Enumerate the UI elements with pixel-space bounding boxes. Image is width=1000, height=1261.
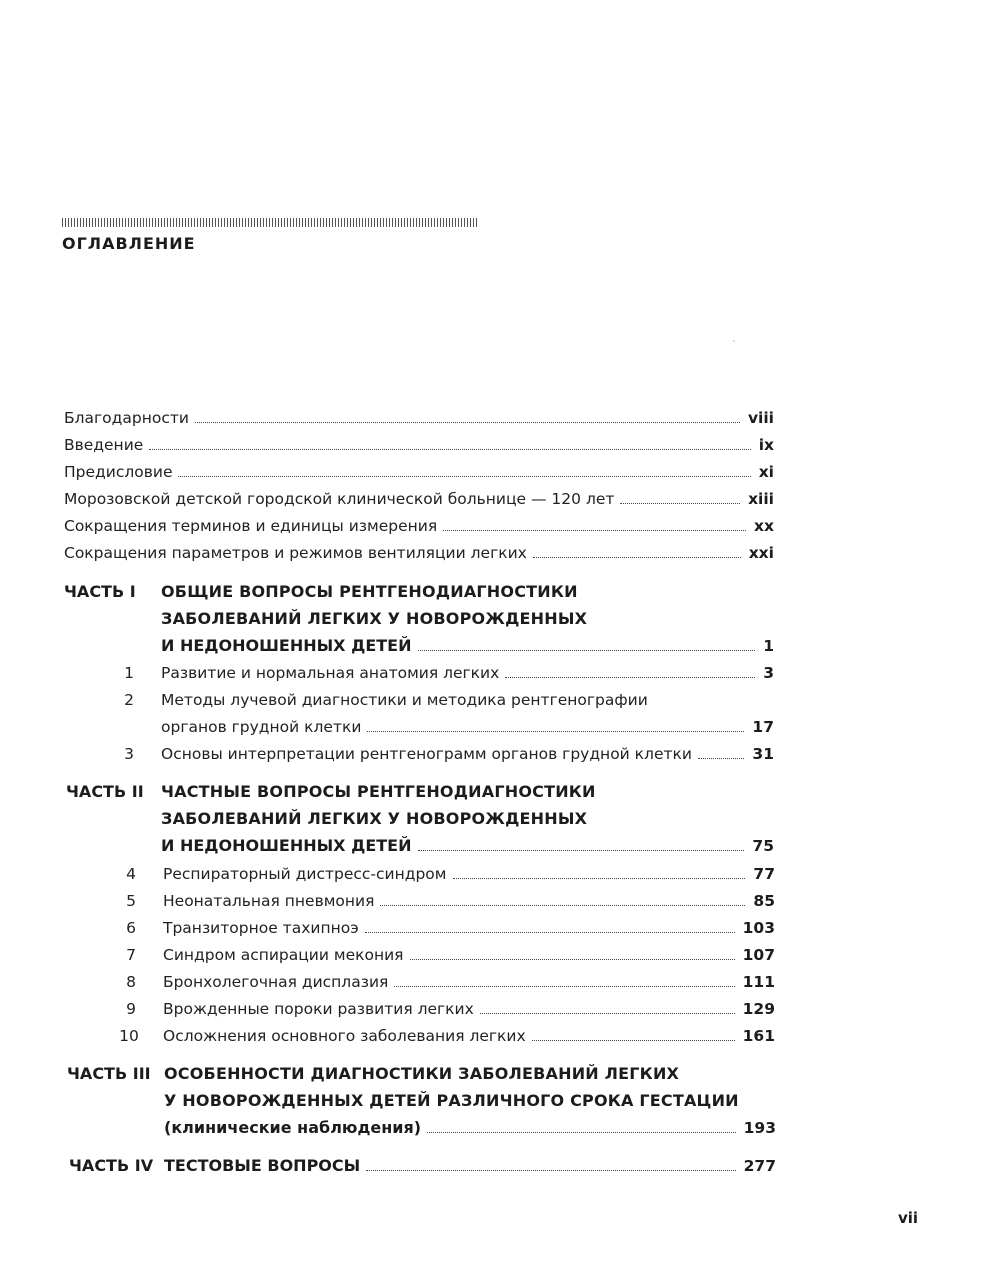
stray-mark	[733, 340, 735, 342]
toc-entry-title: Морозовской детской городской клинической больнице — 120 лет	[64, 490, 615, 508]
part-1-page: 1	[763, 637, 774, 655]
toc-entry-preface[interactable]	[64, 462, 774, 482]
dot-leader	[620, 502, 740, 504]
part-3-title-line: ОСОБЕННОСТИ ДИАГНОСТИКИ ЗАБОЛЕВАНИЙ ЛЕГКИХ	[164, 1064, 680, 1083]
chapter-number: 5	[126, 892, 136, 910]
part-3-title-line: У НОВОРОЖДЕННЫХ ДЕТЕЙ РАЗЛИЧНОГО СРОКА ГЕСТАЦИИ	[164, 1091, 739, 1110]
chapter-number: 3	[124, 745, 134, 763]
part-4-label: ЧАСТЬ IV	[69, 1156, 154, 1175]
dot-leader	[418, 849, 745, 851]
dot-leader	[380, 904, 745, 906]
chapter-number: 1	[124, 664, 134, 682]
dot-leader	[178, 475, 750, 477]
dot-leader	[505, 676, 755, 678]
chapter-number: 9	[126, 1000, 136, 1018]
toc-entry-page: xi	[758, 463, 774, 481]
chapter-page: 31	[752, 745, 774, 763]
chapter-title: Развитие и нормальная анатомия легких	[161, 664, 500, 682]
part-1-title-line: ЗАБОЛЕВАНИЙ ЛЕГКИХ У НОВОРОЖДЕННЫХ	[161, 609, 588, 628]
part-3-label: ЧАСТЬ III	[67, 1064, 151, 1083]
dot-leader	[533, 556, 741, 558]
chapter-title: Респираторный дистресс-синдром	[163, 865, 447, 883]
chapter-entry-4[interactable]	[163, 864, 775, 884]
toc-entry-title: Благодарности	[64, 409, 189, 427]
chapter-page: 77	[753, 865, 775, 883]
chapter-entry-10[interactable]	[163, 1026, 775, 1046]
chapter-page: 103	[742, 919, 775, 937]
chapter-entry-5[interactable]	[163, 891, 775, 911]
toc-entry-hospital[interactable]	[64, 489, 774, 509]
toc-entry-title: Сокращения параметров и режимов вентиляции легких	[64, 544, 527, 562]
part-2-title-line: ЧАСТНЫЕ ВОПРОСЫ РЕНТГЕНОДИАГНОСТИКИ	[161, 782, 596, 801]
chapter-page: 85	[753, 892, 775, 910]
chapter-title: Врожденные пороки развития легких	[163, 1000, 474, 1018]
chapter-page: 107	[742, 946, 775, 964]
chapter-number: 2	[124, 691, 134, 709]
chapter-title: Осложнения основного заболевания легких	[163, 1027, 526, 1045]
chapter-page: 3	[763, 664, 774, 682]
toc-entry-page: xx	[754, 517, 774, 535]
page-number: vii	[898, 1209, 919, 1227]
chapter-entry-6[interactable]	[163, 918, 775, 938]
part-3-title-line: (клинические наблюдения)	[164, 1118, 422, 1137]
chapter-number: 4	[126, 865, 136, 883]
part-4-entry[interactable]	[164, 1156, 776, 1176]
chapter-title: Методы лучевой диагностики и методика рентгенографии	[161, 691, 648, 709]
dot-leader	[366, 1169, 735, 1171]
chapter-number: 10	[119, 1027, 139, 1045]
toc-entry-page: xiii	[748, 490, 774, 508]
dot-leader	[418, 649, 756, 651]
part-1-title-line: ОБЩИЕ ВОПРОСЫ РЕНТГЕНОДИАГНОСТИКИ	[161, 582, 578, 601]
part-2-title-line: И НЕДОНОШЕННЫХ ДЕТЕЙ	[161, 836, 412, 855]
toc-entry-abbreviations-terms[interactable]	[64, 516, 774, 536]
part-3-page: 193	[743, 1119, 776, 1137]
chapter-page: 161	[742, 1027, 775, 1045]
toc-entry-page: ix	[758, 436, 774, 454]
chapter-title: Синдром аспирации мекония	[163, 946, 404, 964]
part-1-title-line: И НЕДОНОШЕННЫХ ДЕТЕЙ	[161, 636, 412, 655]
chapter-page: 17	[752, 718, 774, 736]
part-3-entry[interactable]	[164, 1118, 776, 1138]
dot-leader	[365, 931, 735, 933]
chapter-entry-2[interactable]	[161, 717, 774, 737]
part-1-label: ЧАСТЬ I	[64, 582, 136, 601]
chapter-title: Бронхолегочная дисплазия	[163, 973, 389, 991]
chapter-number: 6	[126, 919, 136, 937]
chapter-entry-8[interactable]	[163, 972, 775, 992]
chapter-page: 129	[742, 1000, 775, 1018]
part-2-label: ЧАСТЬ II	[66, 782, 144, 801]
toc-entry-acknowledgements[interactable]	[64, 408, 774, 428]
toc-entry-introduction[interactable]	[64, 435, 774, 455]
part-2-entry[interactable]	[161, 836, 774, 856]
part-2-page: 75	[752, 837, 774, 855]
chapter-entry-1[interactable]	[161, 663, 774, 683]
dot-leader	[453, 877, 746, 879]
chapter-entry-7[interactable]	[163, 945, 775, 965]
chapter-title: органов грудной клетки	[161, 718, 362, 736]
dot-leader	[195, 421, 740, 423]
dot-leader	[394, 985, 734, 987]
chapter-entry-9[interactable]	[163, 999, 775, 1019]
chapter-number: 7	[126, 946, 136, 964]
toc-entry-page: viii	[747, 409, 774, 427]
part-2-title-line: ЗАБОЛЕВАНИЙ ЛЕГКИХ У НОВОРОЖДЕННЫХ	[161, 809, 588, 828]
decorative-rule	[62, 218, 478, 227]
dot-leader	[698, 757, 744, 759]
toc-entry-title: Предисловие	[64, 463, 173, 481]
chapter-title: Основы интерпретации рентгенограмм органов грудной клетки	[161, 745, 692, 763]
chapter-entry-3[interactable]	[161, 744, 774, 764]
dot-leader	[480, 1012, 735, 1014]
dot-leader	[427, 1131, 736, 1133]
part-1-entry[interactable]	[161, 636, 774, 656]
toc-entry-page: xxi	[748, 544, 774, 562]
dot-leader	[532, 1039, 735, 1041]
dot-leader	[443, 529, 746, 531]
dot-leader	[410, 958, 735, 960]
chapter-title: Транзиторное тахипноэ	[163, 919, 359, 937]
chapter-number: 8	[126, 973, 136, 991]
toc-entry-abbreviations-ventilation[interactable]	[64, 543, 774, 563]
part-4-page: 277	[743, 1157, 776, 1175]
part-4-title: ТЕСТОВЫЕ ВОПРОСЫ	[164, 1156, 361, 1175]
toc-entry-title: Сокращения терминов и единицы измерения	[64, 517, 438, 535]
dot-leader	[367, 730, 744, 732]
chapter-title: Неонатальная пневмония	[163, 892, 375, 910]
dot-leader	[149, 448, 750, 450]
page-title: ОГЛАВЛЕНИЕ	[62, 234, 196, 253]
chapter-page: 111	[742, 973, 775, 991]
toc-entry-title: Введение	[64, 436, 144, 454]
